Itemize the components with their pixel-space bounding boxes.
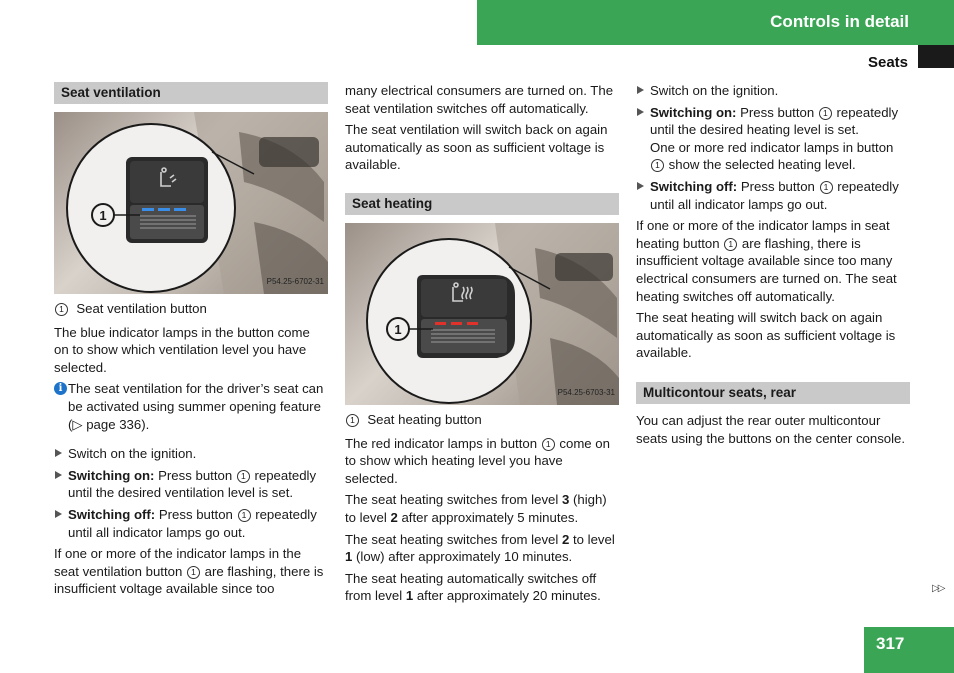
photo-callout-1: 1 bbox=[394, 321, 402, 337]
info-icon: i bbox=[54, 382, 67, 395]
door-panel-illustration bbox=[54, 112, 328, 294]
callout-number: 1 bbox=[651, 159, 664, 172]
section-heading-seat-ventilation: Seat ventilation bbox=[54, 82, 328, 104]
paragraph: You can adjust the rear outer multicontour seats using the buttons on the center console. bbox=[636, 412, 906, 446]
section-heading-multicontour-seats: Multicontour seats, rear bbox=[636, 382, 910, 404]
paragraph: The seat heating switches from level 3 (high) to level 2 after approximately 5 minutes. bbox=[345, 492, 607, 525]
callout-number: 1 bbox=[542, 438, 555, 451]
paragraph: The seat heating will switch back on again automatically as soon as sufficient voltage is available. bbox=[636, 310, 896, 361]
section-subtitle: Seats bbox=[867, 54, 908, 71]
column-3 bbox=[636, 82, 910, 451]
paragraph: The seat ventilation will switch back on again automatically as soon as sufficient voltage is available. bbox=[345, 122, 608, 173]
figure-caption: 1 Seat heating button bbox=[345, 411, 619, 429]
step-switch-on-ignition: Switch on the ignition. bbox=[54, 445, 328, 463]
callout-number: 1 bbox=[820, 181, 833, 194]
paragraph: If one or more of the indicator lamps in seat heating button 1 are flashing, there is insufficient voltage available since too many electrical consumers are turned on. The seat heating switches off automatically. bbox=[636, 218, 897, 304]
photo-callout-1: 1 bbox=[99, 208, 107, 223]
callout-number: 1 bbox=[238, 509, 251, 522]
door-panel-illustration bbox=[345, 223, 619, 405]
paragraph: The blue indicator lamps in the button come on to show which ventilation level you have selected. bbox=[54, 324, 310, 375]
page-reference-link[interactable]: ▷ page 336 bbox=[72, 416, 142, 432]
step-switching-on: Switching on: Press button 1 repeatedly until the desired heating level is set. One or more red indicator lamps in button 1 show the selected heating level. bbox=[636, 104, 910, 174]
paragraph: The seat heating switches from level 2 to level 1 (low) after approximately 10 minutes. bbox=[345, 531, 615, 565]
paragraph: The red indicator lamps in button 1 come on to show which heating level you have selected. bbox=[345, 435, 610, 486]
photo-code: P54.25-6702-31 bbox=[266, 277, 324, 287]
section-heading-seat-heating: Seat heating bbox=[345, 193, 619, 215]
column-1 bbox=[54, 82, 328, 602]
callout-number: 1 bbox=[819, 107, 832, 120]
paragraph: many electrical consumers are turned on. The seat ventilation switches off automatically. bbox=[345, 83, 614, 116]
figure-caption: 1 Seat ventilation button bbox=[54, 300, 328, 318]
callout-number: 1 bbox=[237, 470, 250, 483]
header-title: Controls in detail bbox=[770, 12, 909, 31]
step-switching-off: Switching off: Press button 1 repeatedly until all indicator lamps go out. bbox=[54, 506, 328, 541]
step-switching-off: Switching off: Press button 1 repeatedly until all indicator lamps go out. bbox=[636, 178, 910, 213]
continued-marker: ▷▷ bbox=[932, 583, 944, 594]
seat-heating-photo bbox=[345, 223, 619, 405]
paragraph: The seat heating automatically switches off from level 1 after approximately 20 minutes. bbox=[345, 570, 601, 604]
section-tab-marker bbox=[918, 45, 954, 68]
step-switching-on: Switching on: Press button 1 repeatedly until the desired ventilation level is set. bbox=[54, 467, 328, 502]
photo-code: P54.25-6703-31 bbox=[557, 388, 615, 398]
seat-ventilation-photo bbox=[54, 112, 328, 294]
callout-number: 1 bbox=[55, 303, 68, 316]
callout-number: 1 bbox=[724, 238, 737, 251]
callout-number: 1 bbox=[346, 414, 359, 427]
paragraph: If one or more of the indicator lamps in the seat ventilation button 1 are flashing, there is insufficient voltage available since too bbox=[54, 546, 324, 597]
step-switch-on-ignition: Switch on the ignition. bbox=[636, 82, 910, 100]
column-2 bbox=[345, 82, 619, 609]
callout-number: 1 bbox=[187, 566, 200, 579]
page-number: 317 bbox=[876, 634, 905, 653]
info-note: i The seat ventilation for the driver’s seat can be activated using summer opening feature (▷ page 336). bbox=[54, 380, 328, 433]
